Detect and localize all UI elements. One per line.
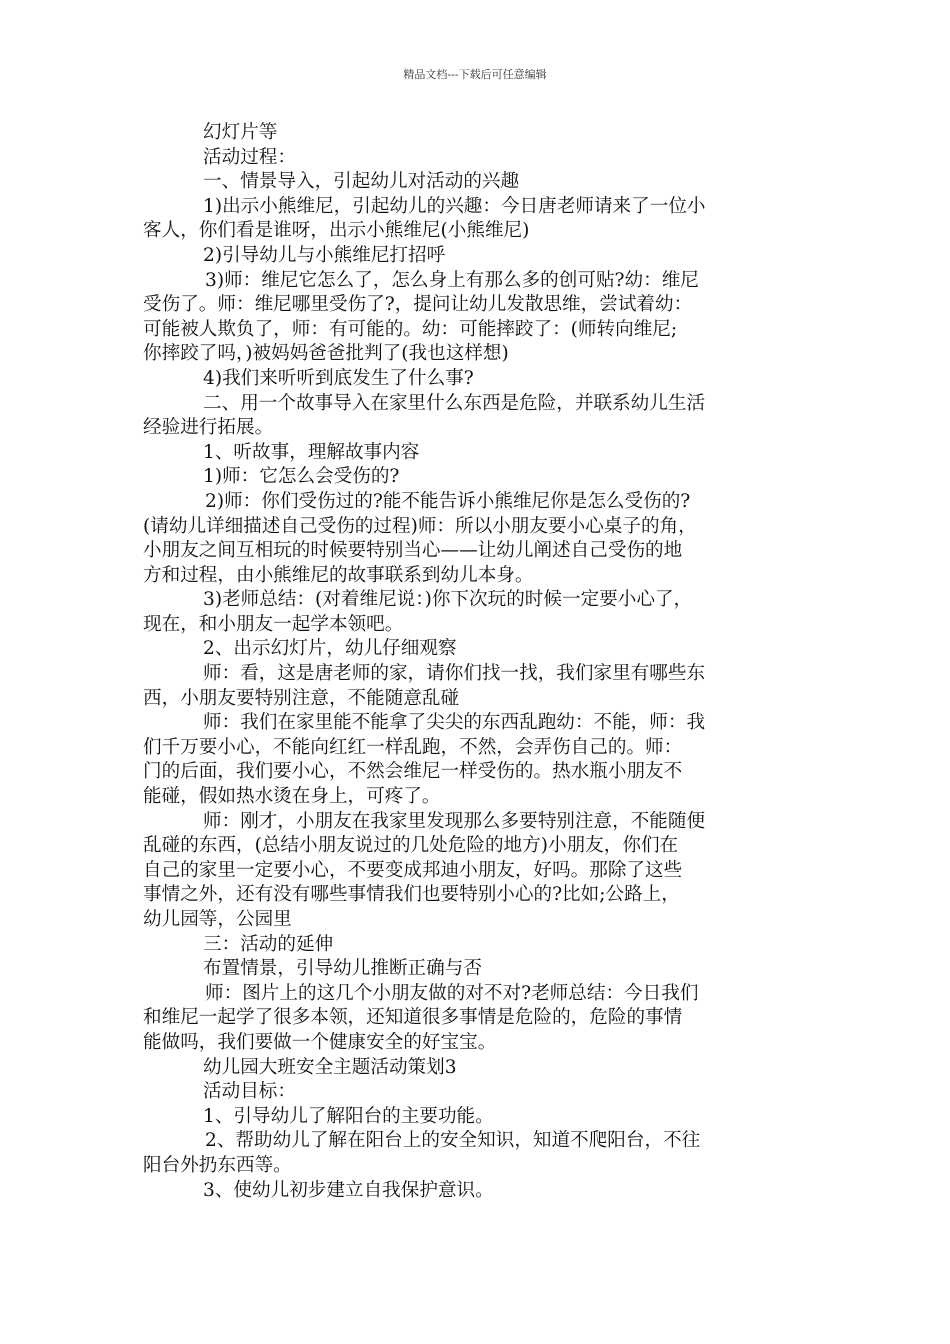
text-line: 布置情景，引导幼儿推断正确与否 — [203, 958, 482, 980]
text-line: 可能被人欺负了，师：有可能的。幼：可能摔跤了：(师转向维尼; — [143, 318, 678, 340]
text-line: 3)老师总结：(对着维尼说：)你下次玩的时候一定要小心了， — [203, 589, 693, 611]
text-line: 们千万要小心，不能向红红一样乱跑，不然，会弄伤自己的。师： — [143, 736, 683, 758]
text-line: 现在，和小朋友一起学本领吧。 — [143, 613, 404, 635]
section-heading: 一、情景导入，引起幼儿对活动的兴趣 — [203, 171, 520, 193]
text-line: 方和过程，由小熊维尼的故事联系到幼儿本身。 — [143, 564, 534, 586]
section-heading: 二、用一个故事导入在家里什么东西是危险，并联系幼儿生活 — [203, 392, 706, 414]
document-body — [143, 121, 809, 1203]
text-line: 1)师：它怎么会受伤的? — [203, 466, 400, 488]
text-line: 活动目标： — [203, 1081, 296, 1103]
text-line: 自己的家里一定要小心，不要变成邦迪小朋友，好吗。那除了这些 — [143, 859, 683, 881]
text-line: 活动过程： — [203, 146, 296, 168]
text-line: 能做吗，我们要做一个健康安全的好宝宝。 — [143, 1031, 497, 1053]
text-line: 门的后面，我们要小心，不然会维尼一样受伤的。热水瓶小朋友不 — [143, 761, 683, 783]
text-line: 师：刚才，小朋友在我家里发现那么多要特别注意，不能随便 — [203, 810, 706, 832]
text-line: 阳台外扔东西等。 — [143, 1154, 292, 1176]
text-line: 1)出示小熊维尼，引起幼儿的兴趣：今日唐老师请来了一位小 — [203, 195, 706, 217]
text-line: (请幼儿详细描述自己受伤的过程)师：所以小朋友要小心桌子的角， — [143, 515, 697, 537]
text-line: 受伤了。师：维尼哪里受伤了?，提问让幼儿发散思维，尝试着幼： — [143, 294, 693, 316]
text-line: 师：我们在家里能不能拿了尖尖的东西乱跑幼：不能，师：我 — [203, 712, 706, 734]
text-line: 2、帮助幼儿了解在阳台上的安全知识，知道不爬阳台，不往 — [205, 1130, 701, 1152]
text-line: 师：图片上的这几个小朋友做的对不对?老师总结：今日我们 — [205, 982, 699, 1004]
text-line: 2、出示幻灯片，幼儿仔细观察 — [203, 638, 457, 660]
text-line: 和维尼一起学了很多本领，还知道很多事情是危险的，危险的事情 — [143, 1007, 683, 1029]
section-heading: 三：活动的延伸 — [203, 933, 334, 955]
text-line: 3、使幼儿初步建立自我保护意识。 — [203, 1179, 494, 1201]
text-line: 幼儿园等，公园里 — [143, 909, 292, 930]
text-line: 1、听故事，理解故事内容 — [203, 441, 420, 463]
text-line: 4)我们来听听到底发生了什么事? — [203, 367, 474, 389]
text-line: 2)引导幼儿与小熊维尼打招呼 — [203, 244, 446, 266]
text-line: 3)师：维尼它怎么了，怎么身上有那么多的创可贴?幼：维尼 — [205, 269, 699, 291]
plan-title: 幼儿园大班安全主题活动策划3 — [203, 1056, 457, 1078]
text-line: 师：看，这是唐老师的家，请你们找一找，我们家里有哪些东 — [203, 663, 706, 685]
text-line: 西，小朋友要特别注意，不能随意乱碰 — [143, 687, 460, 709]
text-line: 小朋友之间互相玩的时候要特别当心——让幼儿阐述自己受伤的地 — [143, 540, 683, 562]
text-line: 能碰，假如热水烫在身上，可疼了。 — [143, 786, 441, 808]
text-line: 幻灯片等 — [203, 122, 278, 143]
text-line: 你摔跤了吗，)被妈妈爸爸批判了(我也这样想) — [143, 343, 509, 365]
text-line: 乱碰的东西，(总结小朋友说过的几处危险的地方)小朋友，你们在 — [143, 835, 679, 857]
text-line: 1、引导幼儿了解阳台的主要功能。 — [203, 1105, 494, 1127]
page-header: 精品文档---下载后可任意编辑 — [403, 68, 547, 81]
text-line: 2)师：你们受伤过的?能不能告诉小熊维尼你是怎么受伤的? — [205, 490, 691, 512]
text-line: 客人，你们看是谁呀，出示小熊维尼(小熊维尼) — [143, 220, 530, 242]
text-line: 经验进行拓展。 — [143, 417, 274, 439]
text-line: 事情之外，还有没有哪些事情我们也要特别小心的?比如;公路上， — [143, 884, 680, 906]
